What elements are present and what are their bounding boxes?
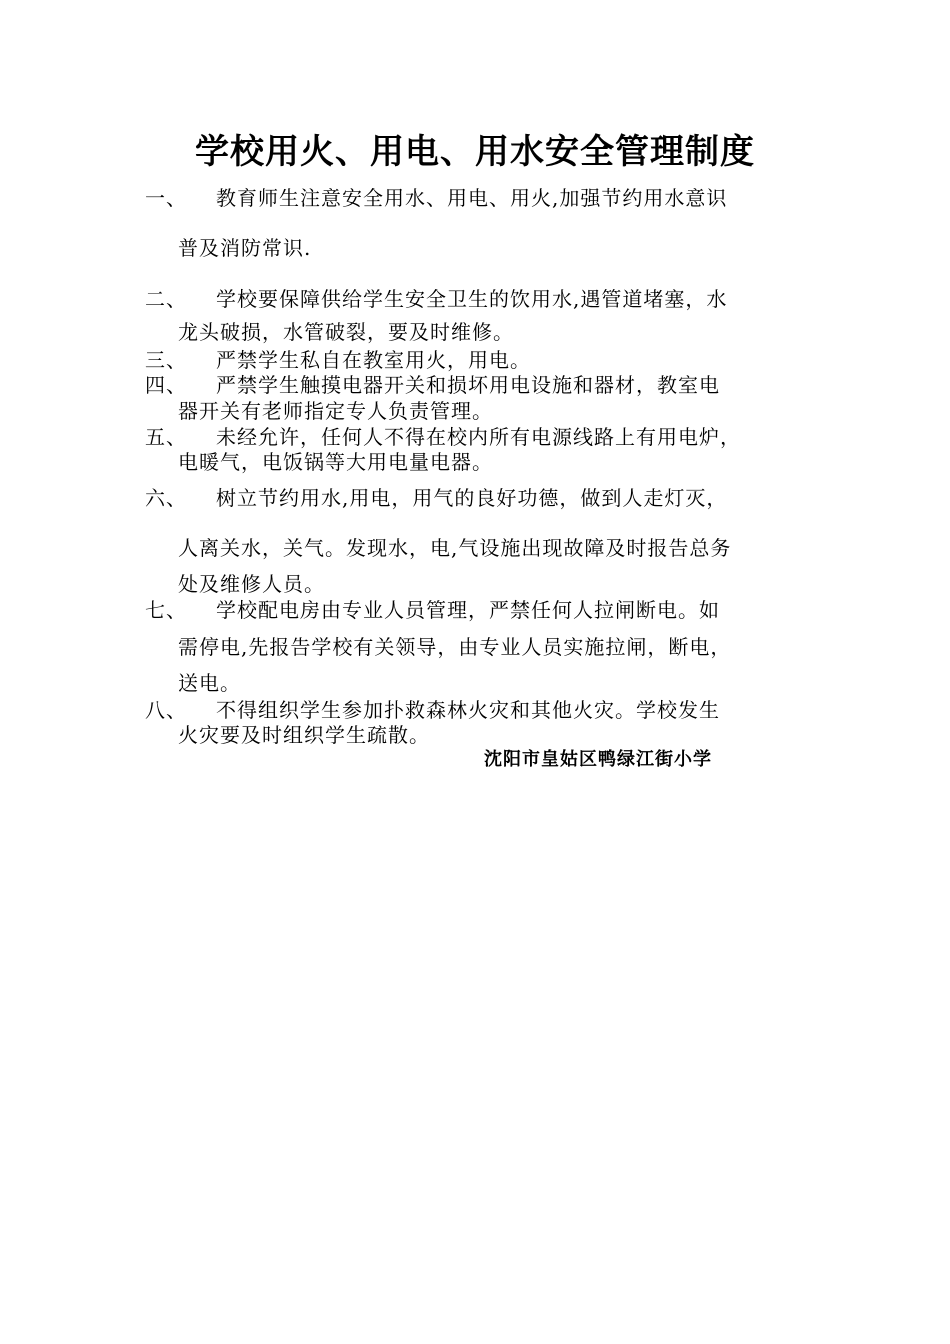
item-text: 教育师生注意安全用水、用电、用火,加强节约用水意识 — [216, 186, 728, 210]
item-text: 未经允许，任何人不得在校内所有电源线路上有用电炉， — [216, 425, 741, 449]
item-text: 电暖气，电饭锅等大用电量电器。 — [178, 450, 493, 474]
item-number: 八、 — [145, 698, 187, 722]
item-text: 学校要保障供给学生安全卫生的饮用水,遇管道堵塞，水 — [216, 287, 728, 311]
item-text: 处及维修人员。 — [178, 572, 325, 596]
item-number: 一、 — [145, 186, 187, 210]
item-text: 器开关有老师指定专人负责管理。 — [178, 399, 493, 423]
item-number: 六、 — [145, 486, 187, 510]
item-number: 三、 — [145, 348, 187, 372]
item-text: 需停电,先报告学校有关领导，由专业人员实施拉闸，断电， — [178, 635, 732, 659]
school-signature: 沈阳市皇姑区鸭绿江街小学 — [484, 749, 712, 770]
item-number: 七、 — [145, 598, 187, 622]
item-text: 人离关水，关气。发现水，电,气设施出现故障及时报告总务 — [178, 536, 732, 560]
item-number: 四、 — [145, 373, 187, 397]
item-text: 送电。 — [178, 671, 241, 695]
item-text: 龙头破损，水管破裂，要及时维修。 — [178, 320, 514, 344]
item-text: 火灾要及时组织学生疏散。 — [178, 723, 430, 747]
item-text: 不得组织学生参加扑救森林火灾和其他火灾。学校发生 — [216, 698, 720, 722]
item-text: 普及消防常识. — [178, 236, 312, 260]
item-text: 学校配电房由专业人员管理，严禁任何人拉闸断电。如 — [216, 598, 720, 622]
item-number: 二、 — [145, 287, 187, 311]
item-number: 五、 — [145, 425, 187, 449]
item-text: 树立节约用水,用电，用气的良好功德，做到人走灯灭， — [216, 486, 728, 510]
document-title: 学校用火、用电、用水安全管理制度 — [195, 132, 755, 172]
item-text: 严禁学生触摸电器开关和损坏用电设施和器材，教室电 — [216, 373, 720, 397]
item-text: 严禁学生私自在教室用火，用电。 — [216, 348, 531, 372]
